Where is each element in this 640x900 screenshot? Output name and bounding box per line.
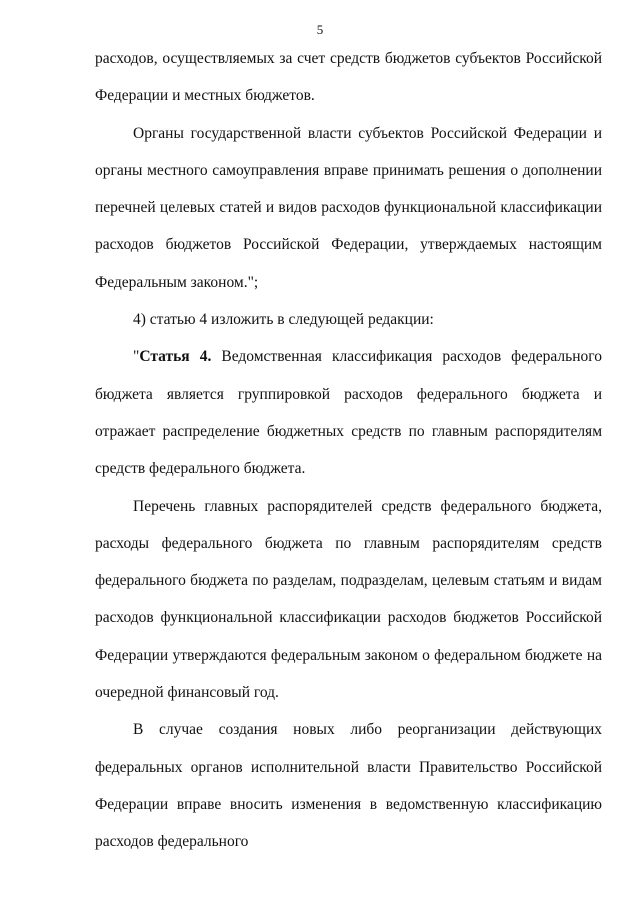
paragraph-continuation: расходов, осуществляемых за счет средств бюджетов субъектов Российской Федерации и местных бюджетов. (95, 50, 602, 105)
article-open-quote: " (133, 348, 140, 366)
article-text: Ведомственная классификация расходов федерального бюджета является группировкой расходов федерального бюджета и отражает распределение бюджетных средств по главным распорядителям средств федерального бюджета. (95, 348, 603, 478)
paragraph-reorganization: В случае создания новых либо реорганизации действующих федеральных органов исполнительной власти Правительство Российской Федерации вправе вносить изменения в ведомственную классификацию расходов федерального (95, 721, 602, 851)
page-number: 5 (316, 22, 324, 37)
document-body (95, 40, 602, 861)
paragraph-amendment-item: 4) статью 4 изложить в следующей редакции: (133, 311, 434, 329)
paragraph-regional-authorities: Органы государственной власти субъектов Российской Федерации и органы местного самоуправления вправе принимать решения о дополнении перечней целевых статей и видов расходов функциональной классификации расходов бюджетов Российской Федерации, утверждаемых настоящим Федеральным законом."; (95, 124, 602, 291)
paragraph-distributors-list: Перечень главных распорядителей средств федерального бюджета, расходы федерального бюджета по главным распорядителям средств федерального бюджета по разделам, подразделам, целевым статьям и видам расходов функциональной классификации расходов бюджетов Российской Федерации утверждаются федеральным законом о федеральном бюджете на очередной финансовый год. (95, 497, 602, 702)
article-heading: Статья 4. (139, 348, 212, 366)
paragraph-article-4 (95, 338, 602, 487)
